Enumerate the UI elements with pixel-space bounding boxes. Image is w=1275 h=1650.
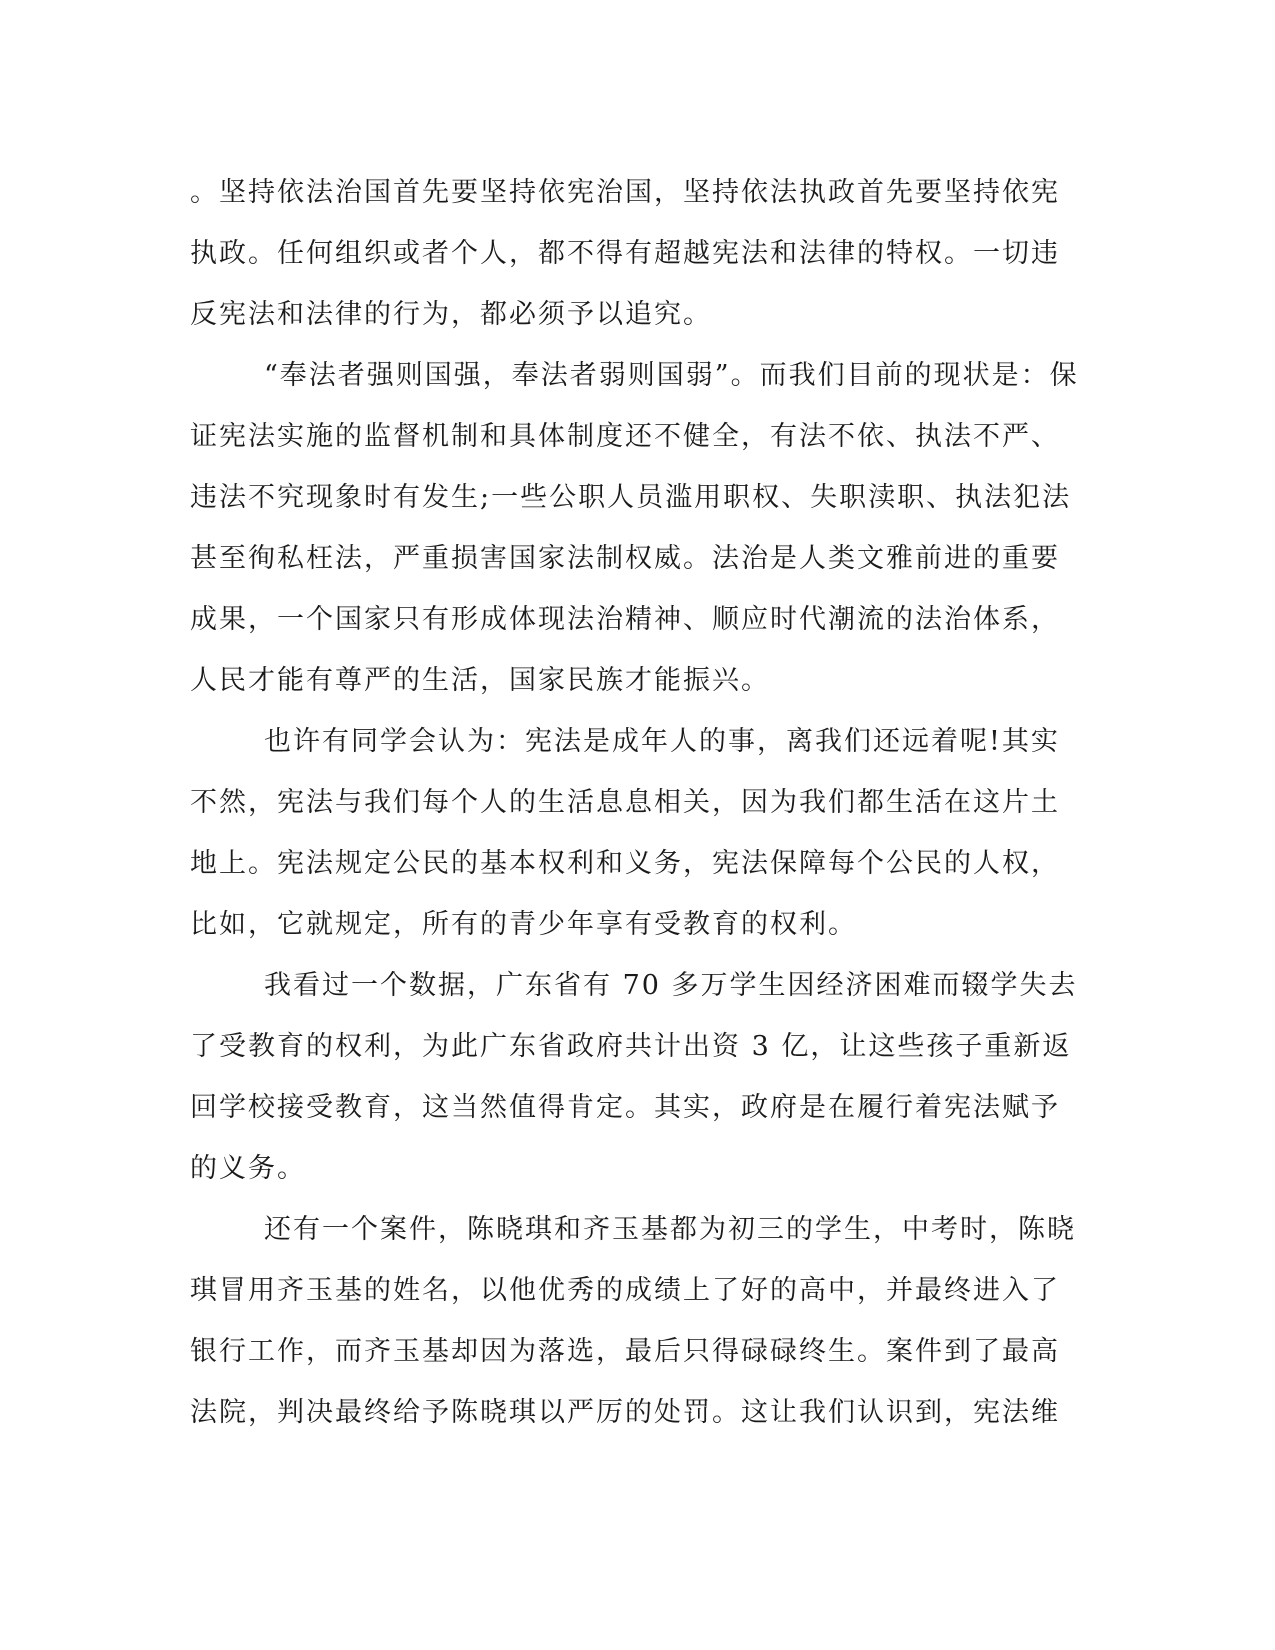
paragraph	[190, 162, 1090, 345]
text-line: 琪冒用齐玉基的姓名，以他优秀的成绩上了好的高中，并最终进入了	[190, 1275, 1060, 1306]
text-line: 还有一个案件，陈晓琪和齐玉基都为初三的学生，中考时，陈晓	[264, 1214, 1076, 1245]
text-line: 也许有同学会认为：宪法是成年人的事，离我们还远着呢!其实	[264, 726, 1060, 757]
text-line: 。坚持依法治国首先要坚持依宪治国，坚持依法执政首先要坚持依宪	[190, 177, 1060, 208]
text-line: 地上。宪法规定公民的基本权利和义务，宪法保障每个公民的人权，	[190, 848, 1060, 879]
text-line: 甚至徇私枉法，严重损害国家法制权威。法治是人类文雅前进的重要	[190, 543, 1060, 574]
text-line: 回学校接受教育，这当然值得肯定。其实，政府是在履行着宪法赋予	[190, 1092, 1060, 1123]
paragraph	[190, 711, 1090, 955]
text-line: “奉法者强则国强，奉法者弱则国弱”。而我们目前的现状是：保	[264, 360, 1079, 391]
text-line: 比如，它就规定，所有的青少年享有受教育的权利。	[190, 909, 857, 940]
paragraph	[190, 345, 1090, 711]
text-line: 违法不究现象时有发生;一些公职人员滥用职权、失职渎职、执法犯法	[190, 482, 1072, 513]
body-text	[190, 162, 1090, 1443]
text-line: 银行工作，而齐玉基却因为落选，最后只得碌碌终生。案件到了最高	[190, 1336, 1060, 1367]
text-line: 不然，宪法与我们每个人的生活息息相关，因为我们都生活在这片土	[190, 787, 1060, 818]
text-line: 的义务。	[190, 1153, 306, 1184]
paragraph	[190, 955, 1090, 1199]
text-line: 反宪法和法律的行为，都必须予以追究。	[190, 299, 712, 330]
text-line: 了受教育的权利，为此广东省政府共计出资 3 亿，让这些孩子重新返	[190, 1031, 1072, 1062]
text-line: 我看过一个数据，广东省有 70 多万学生因经济困难而辍学失去	[264, 970, 1078, 1001]
text-line: 执政。任何组织或者个人，都不得有超越宪法和法律的特权。一切违	[190, 238, 1060, 269]
paragraph	[190, 1199, 1090, 1443]
text-line: 证宪法实施的监督机制和具体制度还不健全，有法不依、执法不严、	[190, 421, 1060, 452]
text-line: 成果，一个国家只有形成体现法治精神、顺应时代潮流的法治体系，	[190, 604, 1060, 635]
text-line: 法院，判决最终给予陈晓琪以严厉的处罚。这让我们认识到，宪法维	[190, 1397, 1060, 1428]
text-line: 人民才能有尊严的生活，国家民族才能振兴。	[190, 665, 770, 696]
